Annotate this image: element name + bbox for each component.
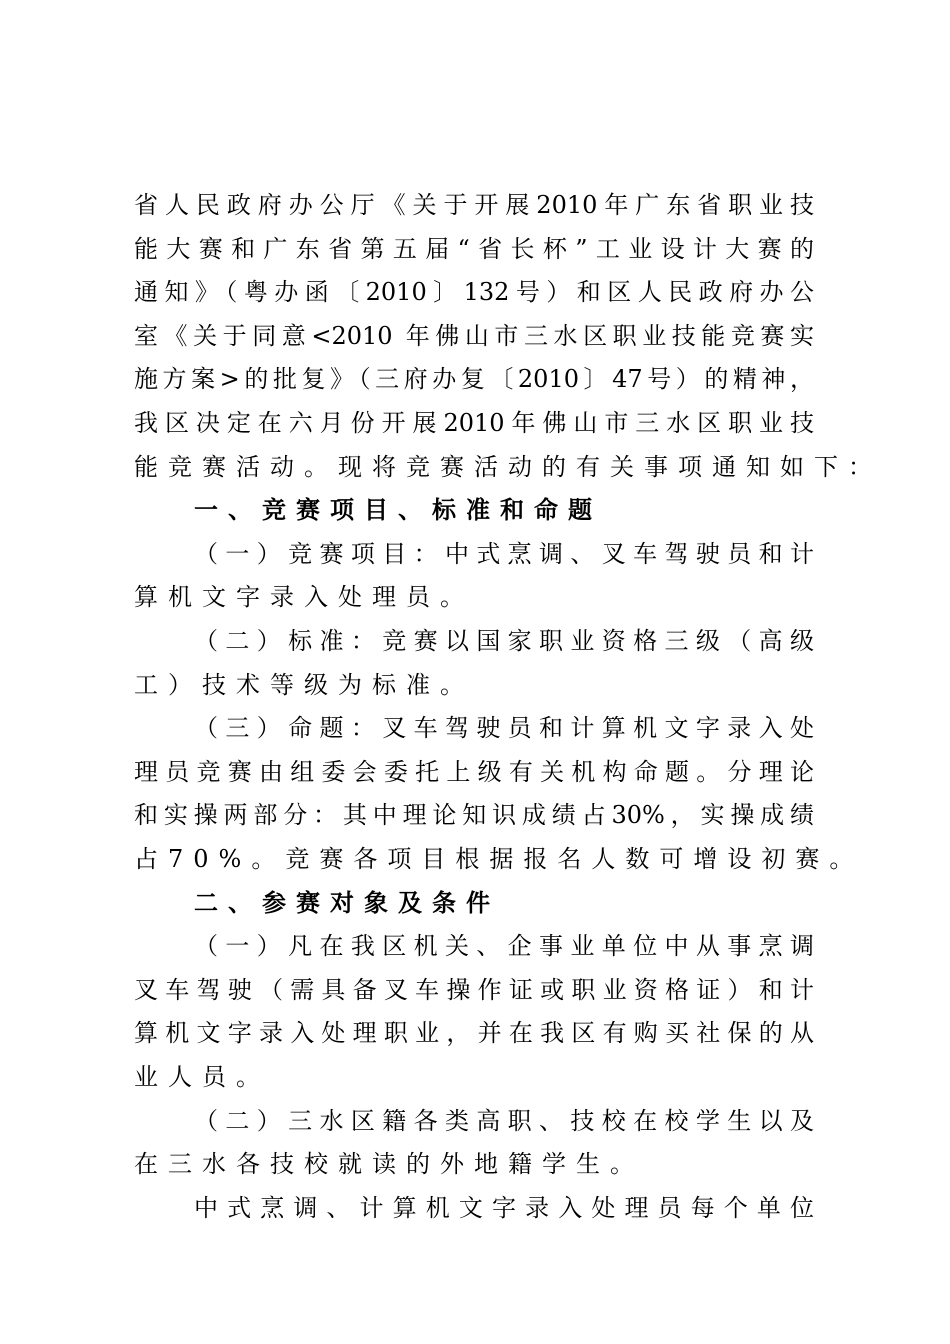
text-line: 室《关于同意<2010 年佛山市三水区职业技能竞赛实 xyxy=(134,321,814,350)
section-heading: 二、参赛对象及条件 xyxy=(194,887,500,917)
text-line: 施方案>的批复》（三府办复〔2010〕47号）的精神， xyxy=(134,365,814,394)
text-line: （二）标准：竞赛以国家职业资格三级（高级 xyxy=(194,627,814,655)
text-line: 叉车驾驶（需具备叉车操作证或职业资格证）和计 xyxy=(134,975,814,1004)
text-line: 算机文字录入处理职业，并在我区有购买社保的从 xyxy=(134,1019,814,1048)
text-line: 中式烹调、计算机文字录入处理员每个单位 xyxy=(194,1193,814,1222)
text-line: 能大赛和广东省第五届“省长杯”工业设计大赛的 xyxy=(134,234,814,263)
text-line: （三）命题：叉车驾驶员和计算机文字录入处 xyxy=(194,714,814,743)
text-line: （一）凡在我区机关、企事业单位中从事烹调 xyxy=(194,932,814,961)
text-line: 通知》（粤办函〔2010〕132号）和区人民政府办公 xyxy=(134,278,814,307)
text-line: 省人民政府办公厅《关于开展2010年广东省职业技 xyxy=(134,191,814,219)
text-line: 我区决定在六月份开展2010年佛山市三水区职业技 xyxy=(134,409,814,437)
text-line: 业人员。 xyxy=(134,1063,270,1091)
section-heading: 一、竞赛项目、标准和命题 xyxy=(194,495,602,525)
text-line: 能竞赛活动。现将竞赛活动的有关事项通知如下： xyxy=(134,452,882,481)
text-line: 算机文字录入处理员。 xyxy=(134,583,474,612)
text-line: （一）竞赛项目：中式烹调、叉车驾驶员和计 xyxy=(194,539,814,568)
text-line: 理员竞赛由组委会委托上级有关机构命题。分理论 xyxy=(134,757,814,786)
text-line: 工）技术等级为标准。 xyxy=(134,670,474,699)
text-line: （二）三水区籍各类高职、技校在校学生以及 xyxy=(194,1106,814,1135)
text-line: 和实操两部分：其中理论知识成绩占30%，实操成绩 xyxy=(134,801,814,830)
text-line: 在三水各技校就读的外地籍学生。 xyxy=(134,1150,644,1179)
text-line: 占70%。竞赛各项目根据报名人数可增设初赛。 xyxy=(134,845,864,873)
